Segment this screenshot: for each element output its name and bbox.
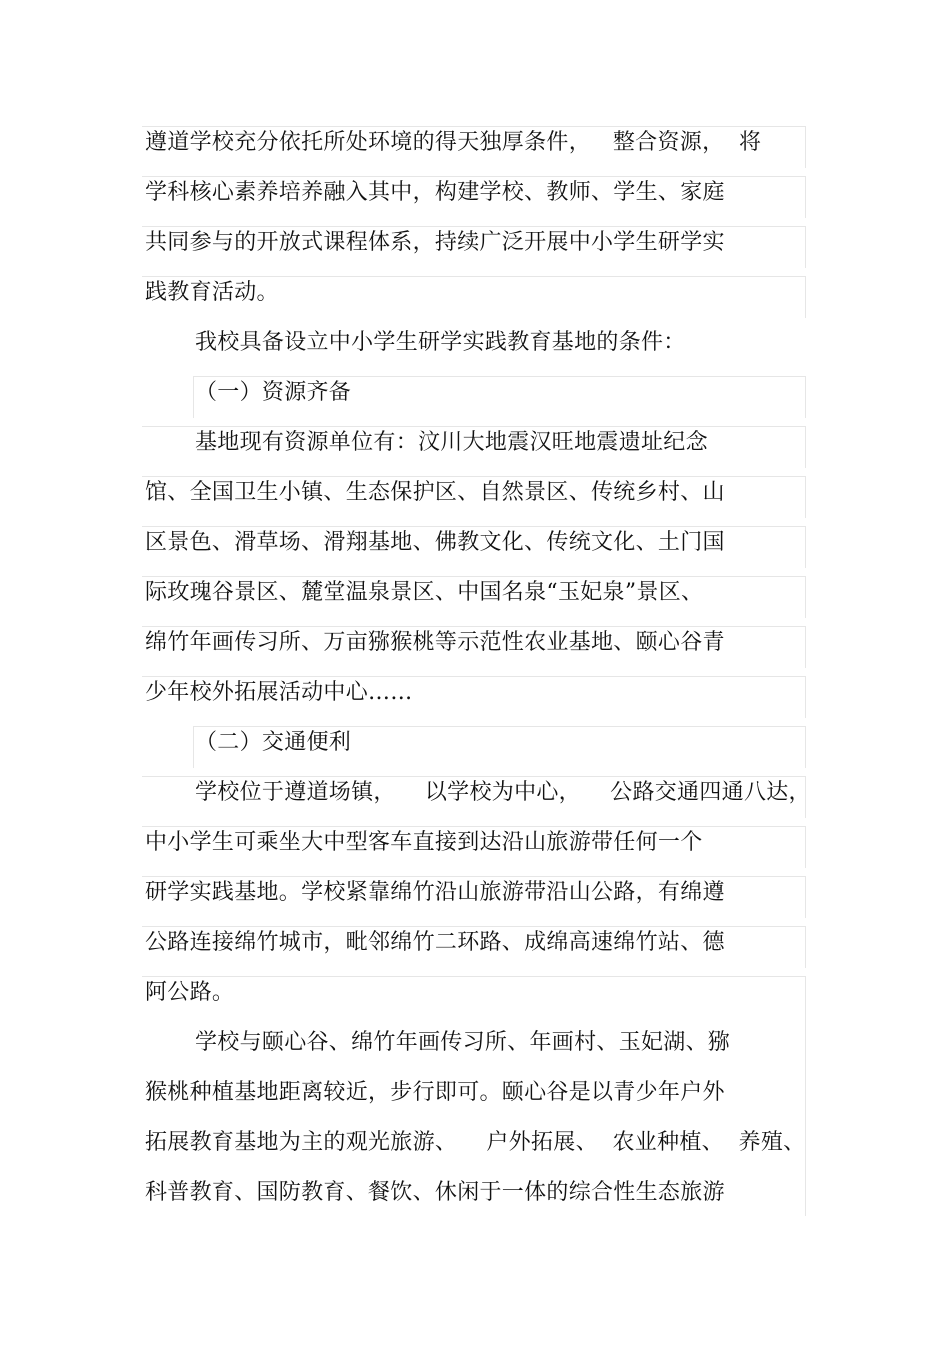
paragraph-5-line-1: 学校与颐心谷、绵竹年画传习所、年画村、玉妃湖、猕 <box>195 1030 731 1055</box>
paragraph-3-line-1: 基地现有资源单位有：汶川大地震汉旺地震遗址纪念 <box>195 430 708 455</box>
paragraph-3-line-6: 少年校外拓展活动中心…… <box>145 680 413 705</box>
paragraph-1-line-2: 学科核心素养培养融入其中，构建学校、教师、学生、家庭 <box>145 180 725 205</box>
paragraph-2-line-1: 我校具备设立中小学生研学实践教育基地的条件： <box>195 330 686 355</box>
paragraph-5-line-2: 猴桃种植基地距离较近，步行即可。颐心谷是以青少年户外 <box>145 1080 725 1105</box>
paragraph-1-line-1: 遵道学校充分依托所处环境的得天独厚条件， 整合资源， 将 <box>145 130 762 155</box>
paragraph-3-line-4: 际玫瑰谷景区、麓堂温泉景区、中国名泉“玉妃泉”景区、 <box>145 580 704 605</box>
section-heading-resources: （一）资源齐备 <box>195 380 352 405</box>
paragraph-4-line-4: 公路连接绵竹城市，毗邻绵竹二环路、成绵高速绵竹站、德 <box>145 930 725 955</box>
paragraph-3-line-2: 馆、全国卫生小镇、生态保护区、自然景区、传统乡村、山 <box>145 480 725 505</box>
paragraph-5-line-3: 拓展教育基地为主的观光旅游、 户外拓展、 农业种植、 养殖、 <box>145 1130 806 1155</box>
paragraph-5-line-4: 科普教育、国防教育、餐饮、休闲于一体的综合性生态旅游 <box>145 1180 725 1205</box>
paragraph-4-line-5: 阿公路。 <box>145 980 235 1005</box>
paragraph-4-line-1: 学校位于遵道场镇， 以学校为中心， 公路交通四通八达， <box>195 780 811 805</box>
paragraph-3-line-3: 区景色、滑草场、滑翔基地、佛教文化、传统文化、土门国 <box>145 530 725 555</box>
paragraph-1-line-3: 共同参与的开放式课程体系，持续广泛开展中小学生研学实 <box>145 230 725 255</box>
paragraph-4-line-2: 中小学生可乘坐大中型客车直接到达沿山旅游带任何一个 <box>145 830 703 855</box>
paragraph-4-line-3: 研学实践基地。学校紧靠绵竹沿山旅游带沿山公路，有绵遵 <box>145 880 725 905</box>
section-heading-transport: （二）交通便利 <box>195 730 352 755</box>
paragraph-3-line-5: 绵竹年画传习所、万亩猕猴桃等示范性农业基地、颐心谷青 <box>145 630 725 655</box>
paragraph-1-line-4: 践教育活动。 <box>145 280 279 305</box>
